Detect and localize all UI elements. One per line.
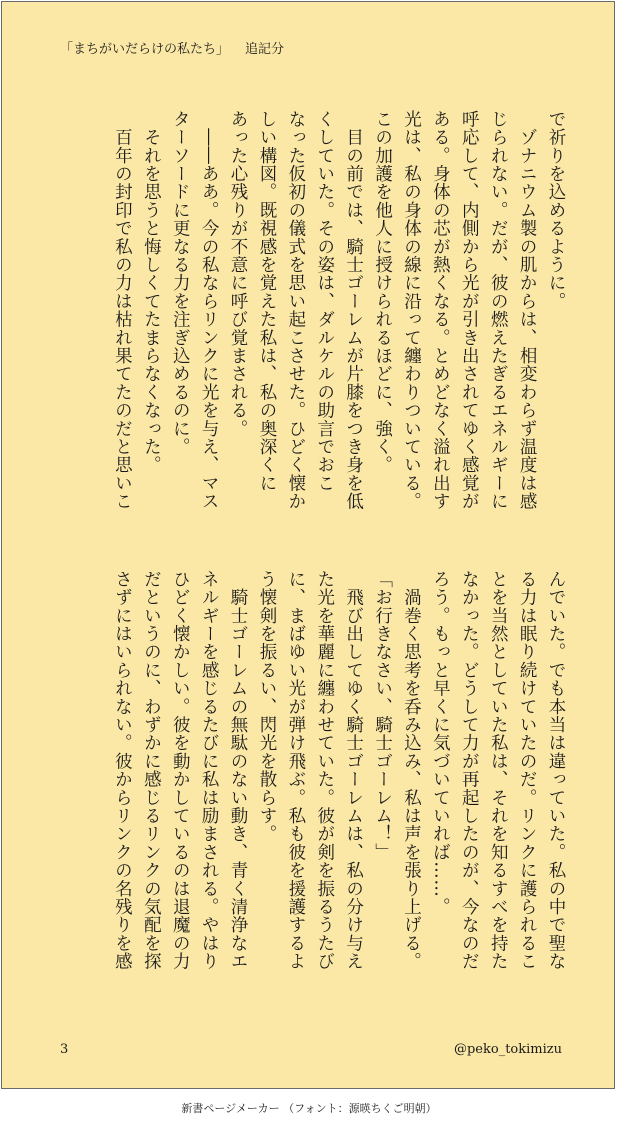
text-column: くしていた。その姿は、ダルケルの助言でおこ (314, 110, 335, 493)
text-column: ゾナニウム製の肌からは、相変わらず温度は感 (517, 110, 538, 511)
text-column: ターソードに更なる力を注ぎ込めるのに。 (170, 110, 191, 456)
text-block-top (50, 110, 570, 540)
text-column: この加護を他人に授けられるほどに、強く。 (372, 110, 393, 474)
text-column: 騎士ゴーレムの無駄のない動き、青く清浄なエ (228, 570, 249, 971)
text-column: た光を華麗に纏わせていた。彼が剣を振るうたび (314, 570, 335, 971)
text-column: 百年の封印で私の力は枯れ果てたのだと思いこ (112, 110, 133, 511)
text-column: 光は、私の身体の線に沿って纏わりついている。 (401, 110, 422, 511)
manuscript-page (1, 1, 615, 1089)
footer-credit: 新書ページメーカー （フォント：源暎ちくご明朝） (181, 1102, 437, 1115)
text-block-bottom (50, 570, 570, 1000)
text-column: ある。身体の芯が熱くなる。とめどなく溢れ出す (430, 110, 451, 511)
text-column: う懐剣を振るい、閃光を散らす。 (256, 570, 277, 843)
text-column: なかった。どうして力が再起したのが、今なのだ (459, 570, 480, 971)
text-column: ひどく懐かしい。彼を動かしているのは退魔の力 (170, 570, 191, 971)
text-column: る力は眠り続けていたのだ。リンクに護られるこ (517, 570, 538, 971)
text-column: 目の前では、騎士ゴーレムが片膝をつき身を低 (343, 110, 364, 511)
text-column: ろう。もっと早くに気づいていれば……。 (430, 570, 451, 916)
text-column: 飛び出してゆく騎士ゴーレムは、私の分け与え (343, 570, 364, 971)
header-section: 追記分 (245, 42, 285, 57)
text-column: あった心残りが不意に呼び覚まされる。 (228, 110, 249, 438)
text-column: に、まばゆい光が弾け飛ぶ。私も彼を援護するよ (285, 570, 306, 971)
header-title: 「まちがいだらけの私たち」 (60, 42, 230, 57)
text-column: 渦巻く思考を呑み込み、私は声を張り上げる。 (401, 570, 422, 971)
text-column: しい構図。既視感を覚えた私は、私の奥深くに (256, 110, 277, 493)
page-header (60, 38, 284, 57)
text-column: 「お行きなさい、騎士ゴーレム！」 (372, 570, 393, 862)
text-column: それを思うと悔しくてたまらなくなった。 (141, 110, 162, 474)
text-column: さずにはいられない。彼からリンクの名残りを感 (112, 570, 133, 971)
text-column: んでいた。でも本当は違っていた。私の中で聖な (546, 570, 566, 971)
text-column: 呼応して、内側から光が引き出されてゆく感覚が (459, 110, 480, 511)
text-column: だというのに、わずかに感じるリンクの気配を探 (141, 570, 162, 971)
text-column: なった仮初の儀式を思い起こさせた。ひどく懐か (285, 110, 306, 511)
text-column: じられない。だが、彼の燃えたぎるエネルギーに (488, 110, 509, 511)
text-column: ネルギーを感じるたびに私は励まされる。やはり (199, 570, 220, 971)
text-column: とを当然としていた私は、それを知るすべを持た (488, 570, 509, 971)
author-handle: @peko_tokimizu (453, 1042, 562, 1057)
text-column: で祈りを込めるように。 (546, 110, 566, 311)
text-column: ――ああ。今の私ならリンクに光を与え、マス (199, 110, 220, 511)
page-number: 3 (60, 1042, 69, 1057)
